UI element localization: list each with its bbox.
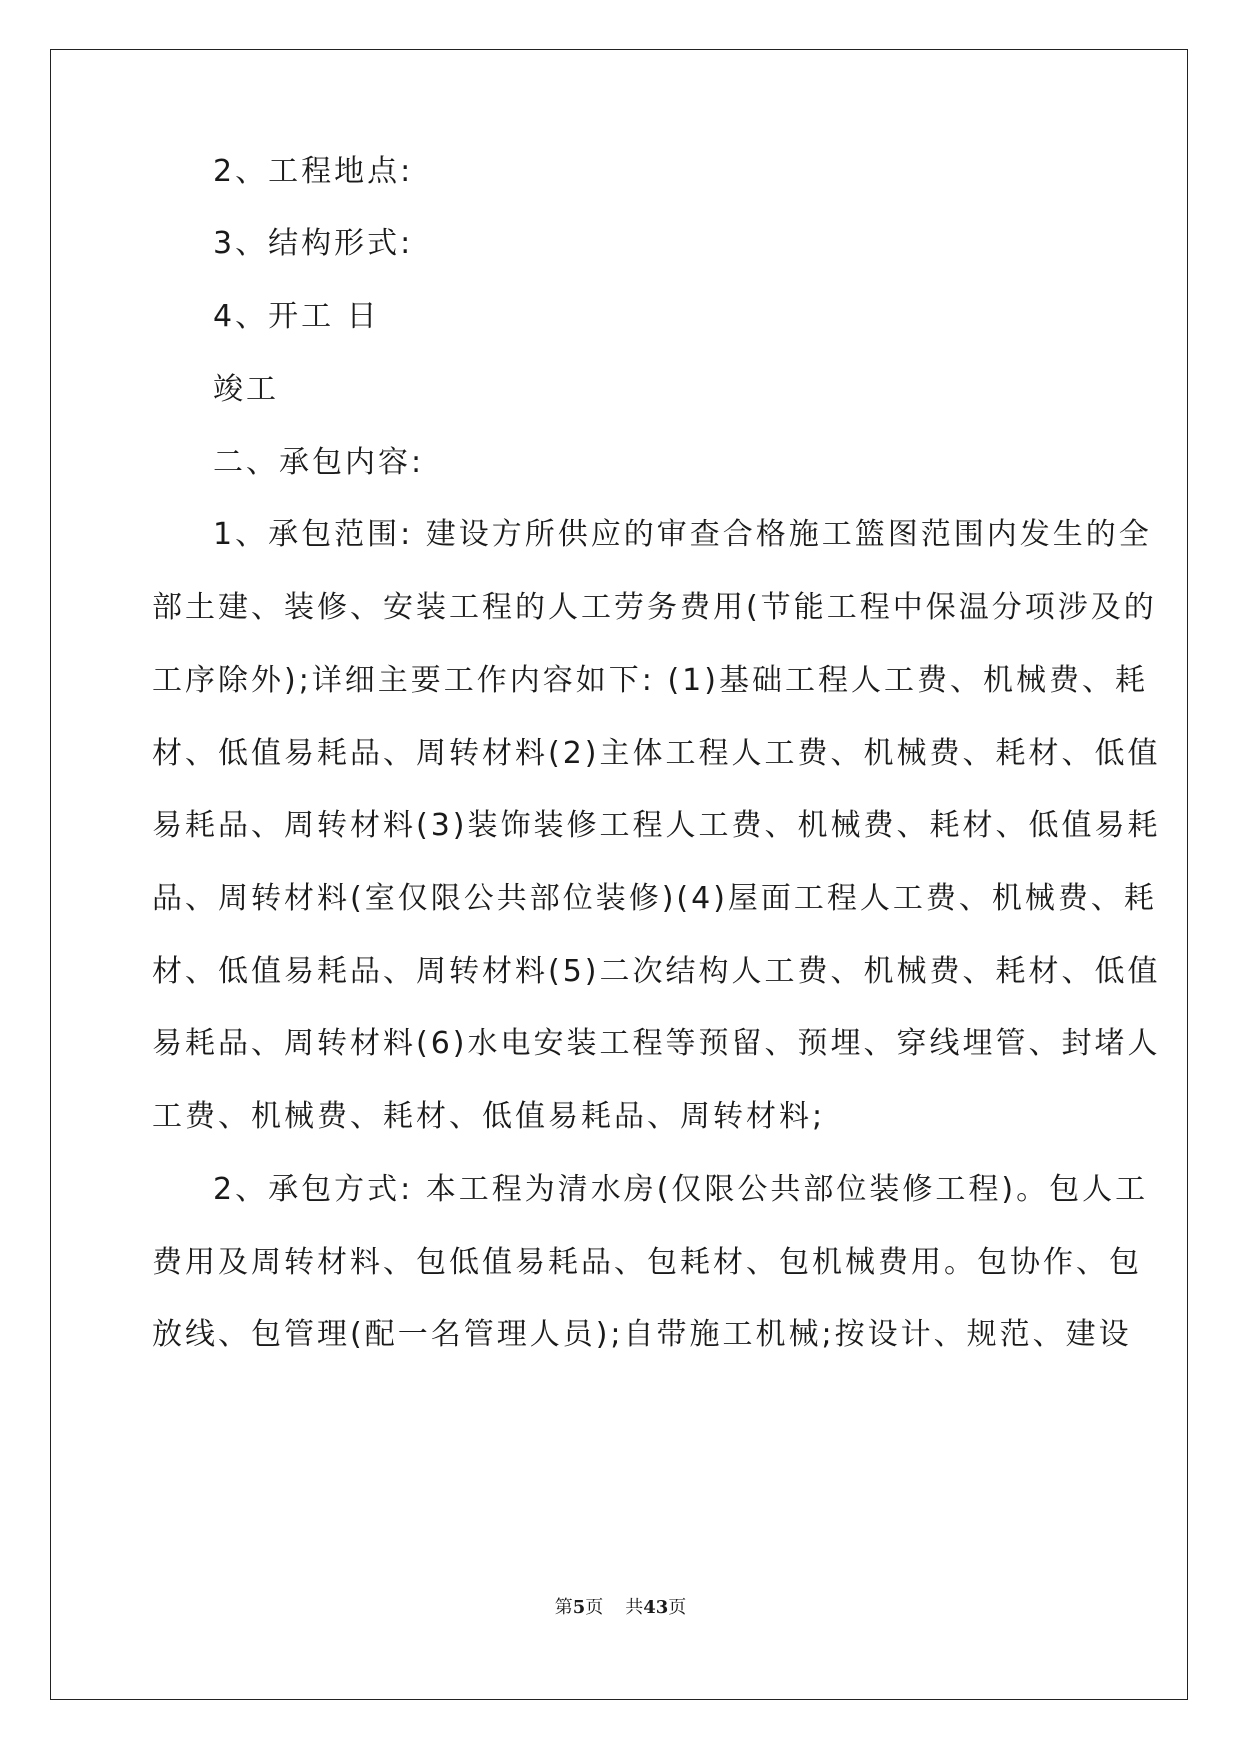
method-line-1: 2、承包方式: 本工程为清水房(仅限公共部位装修工程)。包人工 [213, 1172, 1149, 1207]
scope-line-7: 材、低值易耗品、周转材料(5)二次结构人工费、机械费、耗材、低值 [152, 954, 1161, 989]
footer-total-suffix: 页 [668, 1597, 687, 1618]
footer-page-number: 5 [572, 1597, 586, 1618]
scope-line-5: 易耗品、周转材料(3)装饰装修工程人工费、机械费、耗材、低值易耗 [152, 808, 1161, 843]
method-line-2: 费用及周转材料、包低值易耗品、包耗材、包机械费用。包协作、包 [152, 1245, 1142, 1280]
scope-line-3: 工序除外);详细主要工作内容如下: (1)基础工程人工费、机械费、耗 [152, 663, 1148, 698]
section-heading-contract-content: 二、承包内容: [213, 445, 425, 480]
item-project-location: 2、工程地点: [213, 154, 414, 189]
scope-line-1: 1、承包范围: 建设方所供应的审查合格施工篮图范围内发生的全 [213, 517, 1152, 552]
scope-line-2: 部土建、装修、安装工程的人工劳务费用(节能工程中保温分项涉及的 [152, 590, 1157, 625]
item-completion-date: 竣工 [213, 372, 279, 407]
page-footer [0, 1596, 1241, 1620]
item-structure-form: 3、结构形式: [213, 226, 414, 261]
footer-total-pages: 43 [643, 1597, 669, 1618]
scope-line-8: 易耗品、周转材料(6)水电安装工程等预留、预埋、穿线埋管、封堵人 [152, 1026, 1161, 1061]
scope-line-4: 材、低值易耗品、周转材料(2)主体工程人工费、机械费、耗材、低值 [152, 736, 1161, 771]
footer-total-prefix: 共 [625, 1597, 644, 1618]
footer-page-suffix: 页 [585, 1597, 604, 1618]
method-line-3: 放线、包管理(配一名管理人员);自带施工机械;按设计、规范、建设 [152, 1317, 1132, 1352]
item-start-date: 4、开工 日 [213, 299, 380, 334]
scope-line-6: 品、周转材料(室仅限公共部位装修)(4)屋面工程人工费、机械费、耗 [152, 881, 1157, 916]
scope-line-9: 工费、机械费、耗材、低值易耗品、周转材料; [152, 1099, 826, 1134]
footer-page-prefix: 第 [554, 1597, 573, 1618]
